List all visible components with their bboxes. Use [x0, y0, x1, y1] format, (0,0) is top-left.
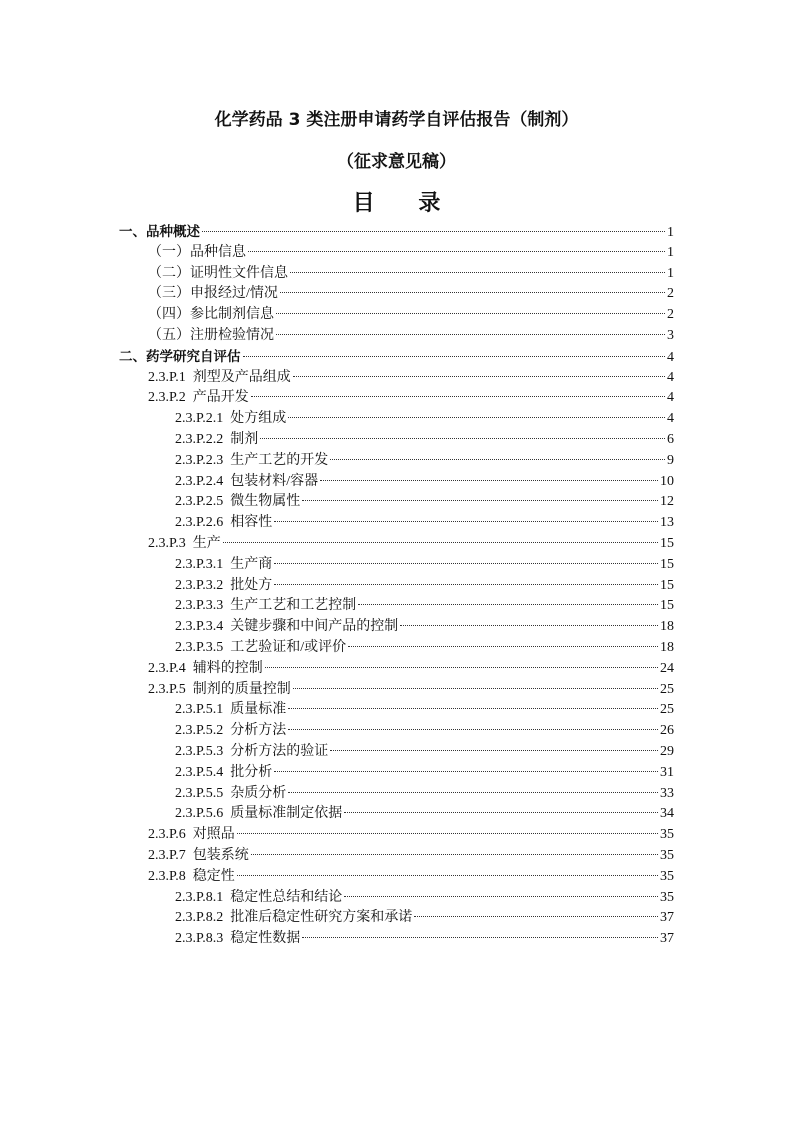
toc-entry-page: 4	[667, 411, 674, 427]
dot-leader	[243, 356, 666, 357]
toc-entry-label: 一、品种概述	[119, 224, 200, 240]
toc-entry-page: 15	[660, 577, 674, 593]
toc-entry-label: 2.3.P.1 剂型及产品组成	[148, 369, 291, 385]
toc-entry[interactable]	[119, 451, 674, 472]
toc-entry-page: 29	[660, 743, 674, 759]
toc-entry-label: 2.3.P.2.4 包装材料/容器	[175, 473, 319, 489]
toc-entry[interactable]	[119, 929, 674, 950]
dot-leader	[293, 688, 658, 689]
dot-leader	[330, 459, 665, 460]
toc-entry-page: 18	[660, 619, 674, 635]
toc-entry-page: 2	[667, 307, 674, 323]
dot-leader	[288, 792, 658, 793]
toc-entry[interactable]	[119, 430, 674, 451]
toc-entry[interactable]	[119, 721, 674, 742]
dot-leader	[288, 417, 665, 418]
toc-entry[interactable]	[119, 513, 674, 534]
dot-leader	[274, 771, 658, 772]
dot-leader	[248, 251, 665, 252]
dot-leader	[358, 604, 658, 605]
toc-entry-page: 31	[660, 764, 674, 780]
toc-entry[interactable]	[119, 409, 674, 430]
toc-entry[interactable]	[119, 576, 674, 597]
toc-entry[interactable]	[119, 700, 674, 721]
toc-entry-label: 2.3.P.3.2 批处方	[175, 577, 273, 593]
toc-entry-label: 2.3.P.8.2 批准后稳定性研究方案和承诺	[175, 910, 413, 926]
toc-entry-page: 33	[660, 785, 674, 801]
toc-entry-label: 2.3.P.5.6 质量标准制定依据	[175, 806, 343, 822]
toc-entry[interactable]	[119, 617, 674, 638]
toc-entry-label: 2.3.P.2.1 处方组成	[175, 411, 287, 427]
toc-entry-label: 2.3.P.7 包装系统	[148, 847, 249, 863]
toc-entry[interactable]	[119, 763, 674, 784]
toc-entry-page: 9	[667, 452, 674, 468]
toc-entry-page: 34	[660, 806, 674, 822]
toc-entry[interactable]	[119, 659, 674, 680]
dot-leader	[274, 563, 658, 564]
toc-entry[interactable]	[119, 888, 674, 909]
toc-entry[interactable]	[119, 680, 674, 701]
dot-leader	[288, 708, 658, 709]
toc-entry-label: 2.3.P.3.5 工艺验证和/或评价	[175, 639, 347, 655]
toc-entry-page: 18	[660, 639, 674, 655]
toc-entry-label: 2.3.P.2.3 生产工艺的开发	[175, 452, 329, 468]
toc-entry-label: 2.3.P.3.4 关键步骤和中间产品的控制	[175, 619, 399, 635]
toc-entry-label: （三）申报经过/情况	[148, 286, 278, 302]
toc-entry[interactable]	[119, 368, 674, 389]
toc-entry-page: 35	[660, 889, 674, 905]
toc-entry-label: 2.3.P.5.5 杂质分析	[175, 785, 287, 801]
toc-entry-label: 2.3.P.3 生产	[148, 535, 221, 551]
dot-leader	[251, 854, 658, 855]
table-of-contents	[119, 222, 674, 950]
toc-entry[interactable]	[119, 825, 674, 846]
dot-leader	[280, 292, 665, 293]
toc-entry-page: 1	[667, 265, 674, 281]
toc-entry-label: 2.3.P.4 辅料的控制	[148, 660, 263, 676]
toc-entry-label: 2.3.P.5.4 批分析	[175, 764, 273, 780]
toc-entry[interactable]	[119, 388, 674, 409]
dot-leader	[344, 812, 658, 813]
toc-entry[interactable]	[119, 472, 674, 493]
toc-entry-page: 24	[660, 660, 674, 676]
toc-entry-page: 3	[667, 327, 674, 343]
toc-entry[interactable]	[119, 243, 674, 264]
toc-entry-page: 35	[660, 868, 674, 884]
toc-entry-label: 2.3.P.6 对照品	[148, 827, 235, 843]
dot-leader	[400, 625, 658, 626]
toc-entry-label: 2.3.P.5.3 分析方法的验证	[175, 743, 329, 759]
dot-leader	[320, 480, 658, 481]
toc-heading: 目 录	[352, 191, 459, 216]
toc-entry-label: （五）注册检验情况	[148, 327, 274, 343]
toc-entry[interactable]	[119, 326, 674, 347]
dot-leader	[260, 438, 665, 439]
toc-entry[interactable]	[119, 867, 674, 888]
toc-entry[interactable]	[119, 846, 674, 867]
toc-entry[interactable]	[119, 264, 674, 285]
toc-entry-page: 15	[660, 556, 674, 572]
toc-entry-label: （四）参比制剂信息	[148, 307, 274, 323]
toc-entry-page: 4	[667, 390, 674, 406]
toc-entry-page: 35	[660, 847, 674, 863]
toc-entry-label: 2.3.P.8 稳定性	[148, 868, 235, 884]
toc-entry[interactable]	[119, 492, 674, 513]
toc-entry-page: 15	[660, 598, 674, 614]
dot-leader	[237, 833, 658, 834]
toc-entry-page: 37	[660, 910, 674, 926]
dot-leader	[274, 584, 658, 585]
toc-entry[interactable]	[119, 638, 674, 659]
dot-leader	[330, 750, 658, 751]
toc-entry-label: 2.3.P.2.5 微生物属性	[175, 494, 301, 510]
toc-entry-label: （一）品种信息	[148, 244, 246, 260]
toc-entry-label: 2.3.P.5 制剂的质量控制	[148, 681, 291, 697]
toc-entry-page: 13	[660, 515, 674, 531]
dot-leader	[237, 875, 658, 876]
toc-entry-page: 2	[667, 286, 674, 302]
toc-entry-page: 37	[660, 931, 674, 947]
toc-entry-page: 25	[660, 702, 674, 718]
toc-entry-page: 10	[660, 473, 674, 489]
dot-leader	[265, 667, 658, 668]
dot-leader	[348, 646, 658, 647]
dot-leader	[344, 896, 658, 897]
toc-entry-page: 4	[667, 369, 674, 385]
toc-entry-page: 1	[667, 244, 674, 260]
dot-leader	[202, 231, 665, 232]
toc-entry[interactable]	[119, 804, 674, 825]
toc-entry[interactable]	[119, 222, 674, 243]
toc-entry[interactable]	[119, 347, 674, 368]
dot-leader	[414, 916, 658, 917]
toc-entry[interactable]	[119, 742, 674, 763]
toc-entry-label: 2.3.P.5.1 质量标准	[175, 702, 287, 718]
document-subtitle: （征求意见稿）	[337, 152, 456, 172]
toc-entry-label: 2.3.P.3.1 生产商	[175, 556, 273, 572]
dot-leader	[276, 334, 665, 335]
dot-leader	[293, 376, 665, 377]
toc-entry-page: 6	[667, 431, 674, 447]
toc-entry-label: 2.3.P.3.3 生产工艺和工艺控制	[175, 598, 357, 614]
dot-leader	[223, 542, 658, 543]
toc-entry-label: 2.3.P.2.6 相容性	[175, 515, 273, 531]
dot-leader	[276, 313, 665, 314]
dot-leader	[274, 521, 658, 522]
toc-entry-label: 2.3.P.2.2 制剂	[175, 431, 259, 447]
dot-leader	[288, 729, 658, 730]
toc-entry-page: 1	[667, 225, 674, 240]
toc-entry-page: 26	[660, 723, 674, 739]
toc-entry[interactable]	[119, 305, 674, 326]
toc-entry-page: 4	[667, 349, 674, 365]
toc-entry[interactable]	[119, 284, 674, 305]
toc-entry-page: 35	[660, 827, 674, 843]
toc-entry[interactable]	[119, 534, 674, 555]
toc-entry-label: 2.3.P.5.2 分析方法	[175, 723, 287, 739]
dot-leader	[251, 396, 665, 397]
document-title: 化学药品 3 类注册申请药学自评估报告（制剂）	[214, 110, 579, 130]
toc-entry-label: 2.3.P.8.1 稳定性总结和结论	[175, 889, 343, 905]
toc-entry[interactable]	[119, 784, 674, 805]
toc-entry-label: 2.3.P.2 产品开发	[148, 390, 249, 406]
toc-entry-label: 2.3.P.8.3 稳定性数据	[175, 931, 301, 947]
toc-entry-label: 二、药学研究自评估	[119, 348, 241, 365]
dot-leader	[290, 272, 665, 273]
toc-entry[interactable]	[119, 555, 674, 576]
toc-entry[interactable]	[119, 908, 674, 929]
toc-entry-page: 12	[660, 494, 674, 510]
toc-entry-page: 25	[660, 681, 674, 697]
dot-leader	[302, 500, 658, 501]
dot-leader	[302, 937, 658, 938]
toc-entry-page: 15	[660, 535, 674, 551]
toc-entry-label: （二）证明性文件信息	[148, 265, 288, 281]
toc-entry[interactable]	[119, 596, 674, 617]
